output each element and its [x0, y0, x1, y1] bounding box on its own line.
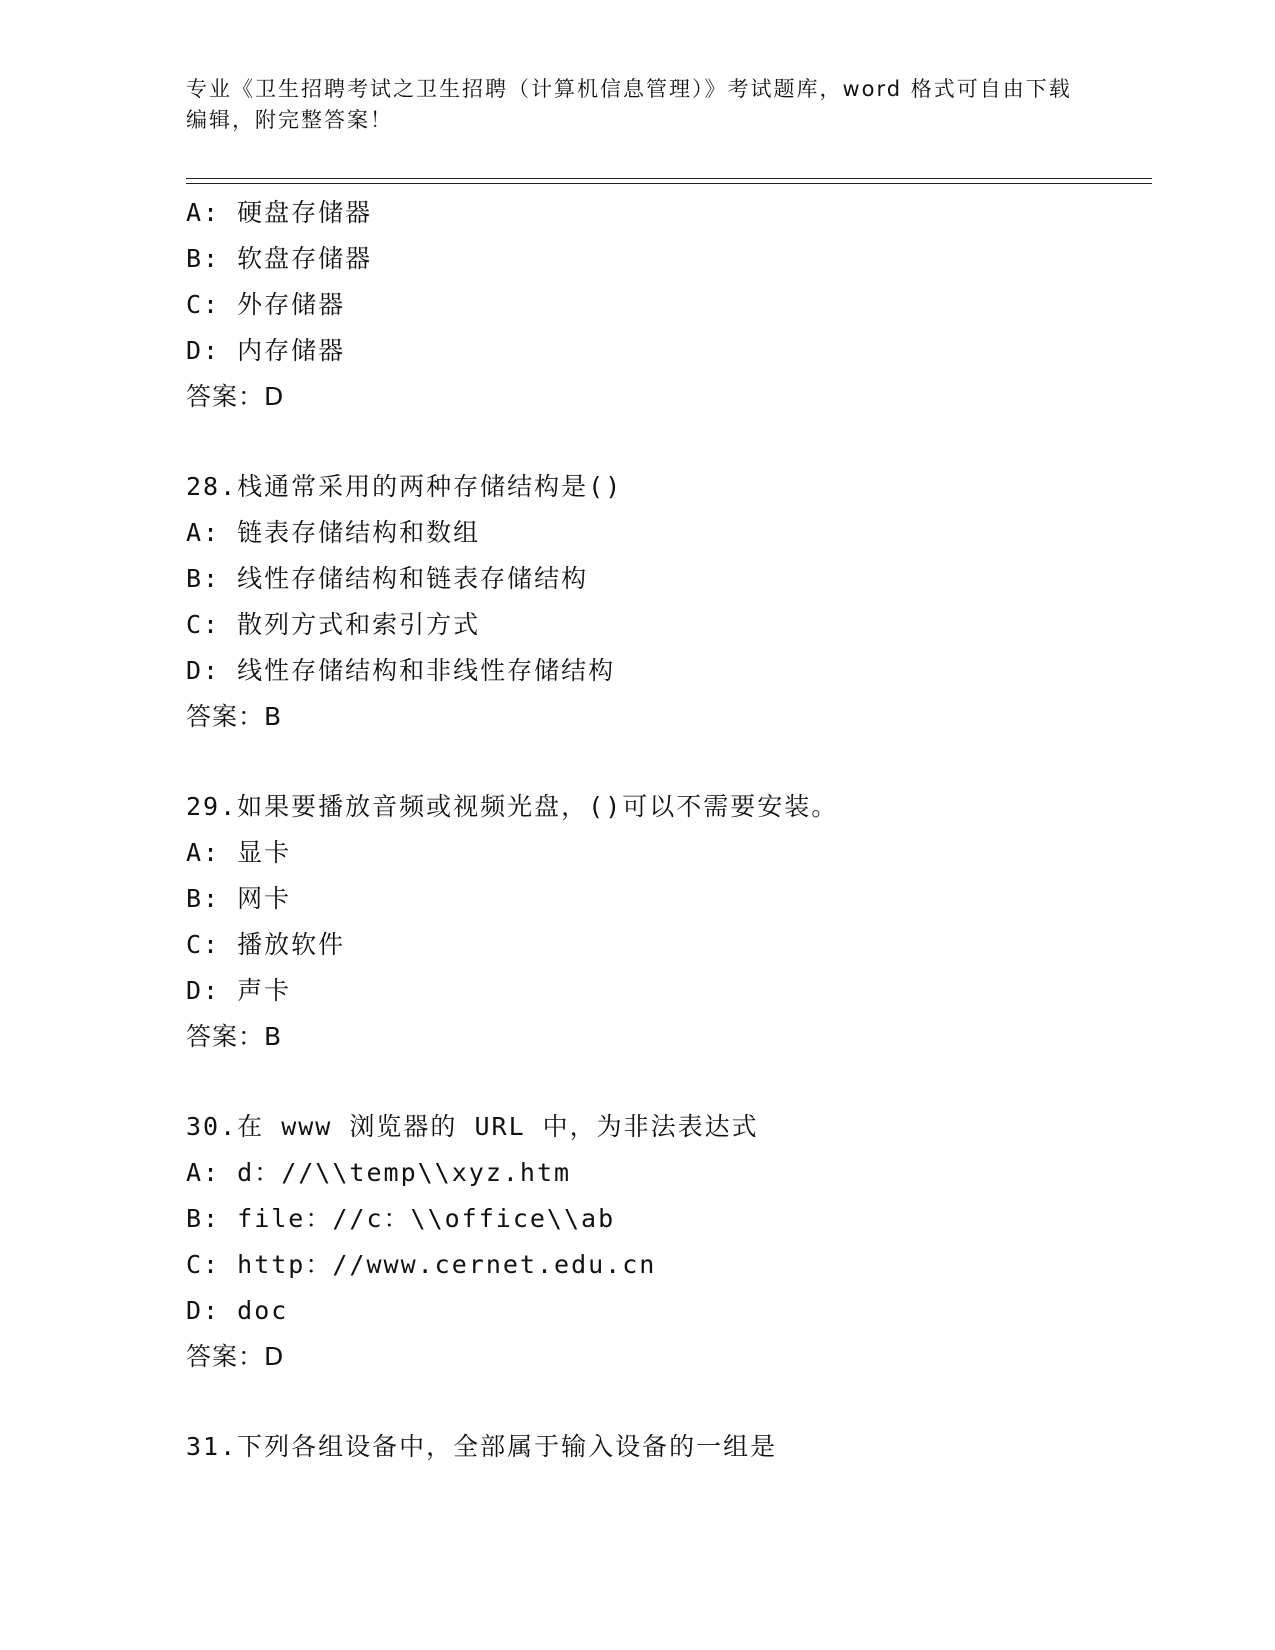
option-b: B: 软盘存储器: [186, 244, 373, 273]
header-divider-top: [186, 178, 1152, 179]
option-a: A: 硬盘存储器: [186, 198, 373, 227]
question-block-29: [186, 784, 1166, 1060]
spacer: [186, 1060, 1166, 1104]
question-list: [186, 190, 1166, 1470]
option-b: B: 线性存储结构和链表存储结构: [186, 564, 589, 593]
answer-line: 答案：B: [186, 1022, 283, 1051]
spacer: [186, 420, 1166, 464]
option-b: B: file：//c：\\office\\ab: [186, 1204, 616, 1233]
question-text: 28.栈通常采用的两种存储结构是(): [186, 472, 623, 501]
option-d: D: 声卡: [186, 976, 292, 1005]
answer-line: 答案：D: [186, 1342, 285, 1371]
option-a: A: 显卡: [186, 838, 292, 867]
option-c: C: 散列方式和索引方式: [186, 610, 481, 639]
option-a: A: 链表存储结构和数组: [186, 518, 481, 547]
option-c: C: 外存储器: [186, 290, 346, 319]
option-a: A: d：//\\temp\\xyz.htm: [186, 1158, 572, 1187]
question-block-28: [186, 464, 1166, 740]
option-d: D: doc: [186, 1296, 289, 1325]
document-description: 专业《卫生招聘考试之卫生招聘（计算机信息管理）》考试题库，word 格式可自由下载编辑，附完整答案！: [186, 77, 1072, 132]
question-block-31: [186, 1424, 1166, 1470]
option-d: D: 内存储器: [186, 336, 346, 365]
question-block-27: [186, 190, 1166, 420]
question-block-30: [186, 1104, 1166, 1380]
answer-line: 答案：B: [186, 702, 283, 731]
answer-line: 答案：D: [186, 382, 285, 411]
spacer: [186, 1380, 1166, 1424]
question-text: 29.如果要播放音频或视频光盘，()可以不需要安装。: [186, 792, 839, 821]
header-divider-bottom: [186, 183, 1152, 184]
spacer: [186, 740, 1166, 784]
option-c: C: http：//www.cernet.edu.cn: [186, 1250, 657, 1279]
question-text: 30.在 www 浏览器的 URL 中，为非法表达式: [186, 1112, 759, 1141]
option-d: D: 线性存储结构和非线性存储结构: [186, 656, 616, 685]
option-c: C: 播放软件: [186, 930, 346, 959]
option-b: B: 网卡: [186, 884, 292, 913]
question-text: 31.下列各组设备中，全部属于输入设备的一组是: [186, 1432, 778, 1461]
